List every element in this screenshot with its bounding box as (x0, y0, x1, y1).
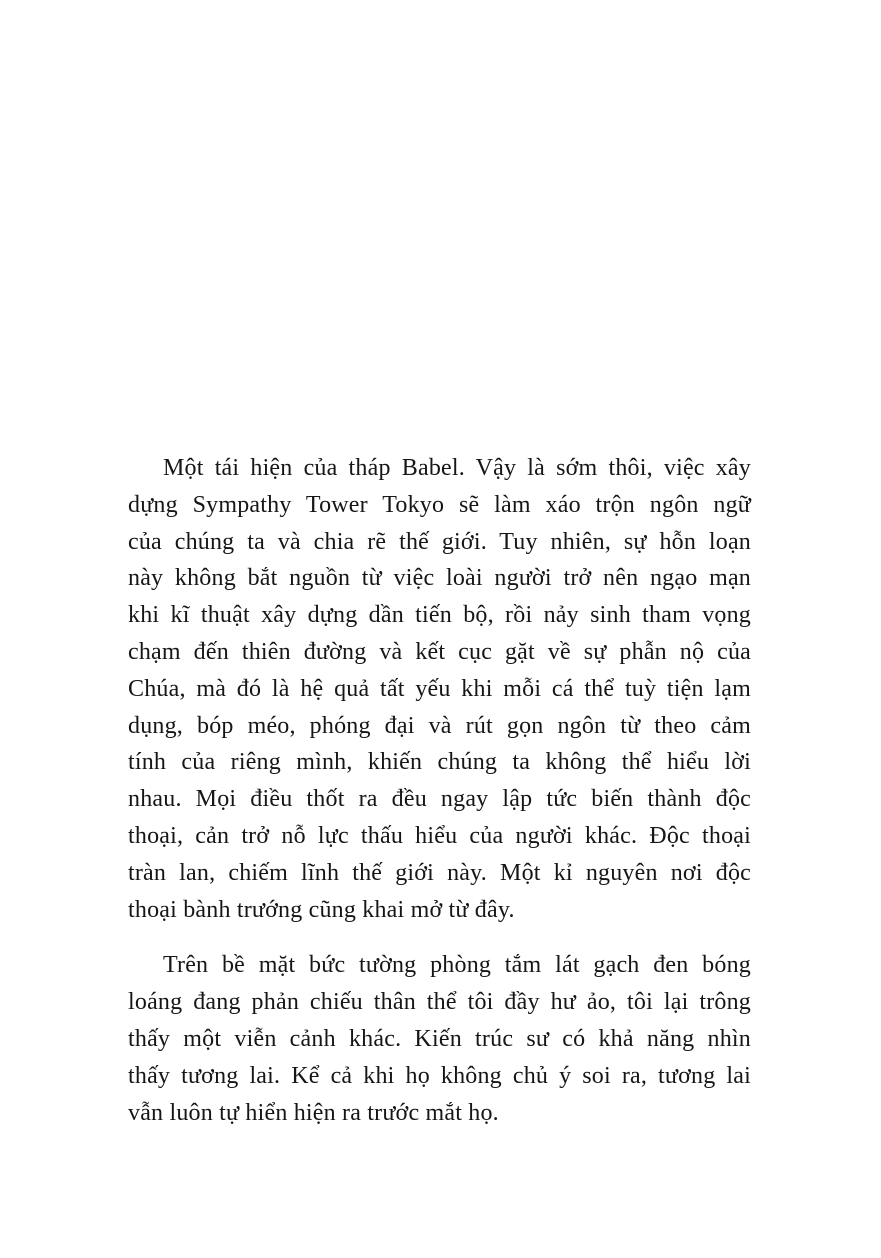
text-line: thấy tương lai. Kể cả khi họ không chủ ý soi ra, tương lai (128, 1062, 751, 1089)
text-line: loáng đang phản chiếu thân thể tôi đầy hư ảo, tôi lại trông (128, 989, 751, 1016)
text-line: Chúa, mà đó là hệ quả tất yếu khi mỗi cá thể tuỳ tiện lạm (128, 675, 751, 702)
text-line: nhau. Mọi điều thốt ra đều ngay lập tức biến thành độc (128, 786, 751, 813)
text-line: thấy một viễn cảnh khác. Kiến trúc sư có khả năng nhìn (128, 1025, 751, 1052)
text-line: thoại bành trướng cũng khai mở từ đây. (128, 896, 515, 923)
text-line: thoại, cản trở nỗ lực thấu hiểu của người khác. Độc thoại (128, 822, 751, 849)
text-line: chạm đến thiên đường và kết cục gặt về sự phẫn nộ của (128, 638, 751, 665)
text-line: vẫn luôn tự hiển hiện ra trước mắt họ. (128, 1099, 499, 1126)
text-line: khi kĩ thuật xây dựng dần tiến bộ, rồi nảy sinh tham vọng (128, 602, 751, 629)
paragraph-1 (128, 450, 751, 928)
text-block (128, 450, 751, 1131)
text-line: dụng, bóp méo, phóng đại và rút gọn ngôn từ theo cảm (128, 712, 751, 739)
text-line: tràn lan, chiếm lĩnh thế giới này. Một kỉ nguyên nơi độc (128, 859, 751, 886)
text-line: tính của riêng mình, khiến chúng ta không thể hiểu lời (128, 749, 751, 776)
paragraph-2 (128, 947, 751, 1131)
text-line: Trên bề mặt bức tường phòng tắm lát gạch đen bóng (163, 952, 751, 979)
text-line: của chúng ta và chia rẽ thế giới. Tuy nhiên, sự hỗn loạn (128, 528, 751, 555)
text-line: Một tái hiện của tháp Babel. Vậy là sớm thôi, việc xây (163, 455, 751, 481)
text-line: dựng Sympathy Tower Tokyo sẽ làm xáo trộn ngôn ngữ (128, 491, 751, 518)
text-line: này không bắt nguồn từ việc loài người trở nên ngạo mạn (128, 565, 751, 592)
